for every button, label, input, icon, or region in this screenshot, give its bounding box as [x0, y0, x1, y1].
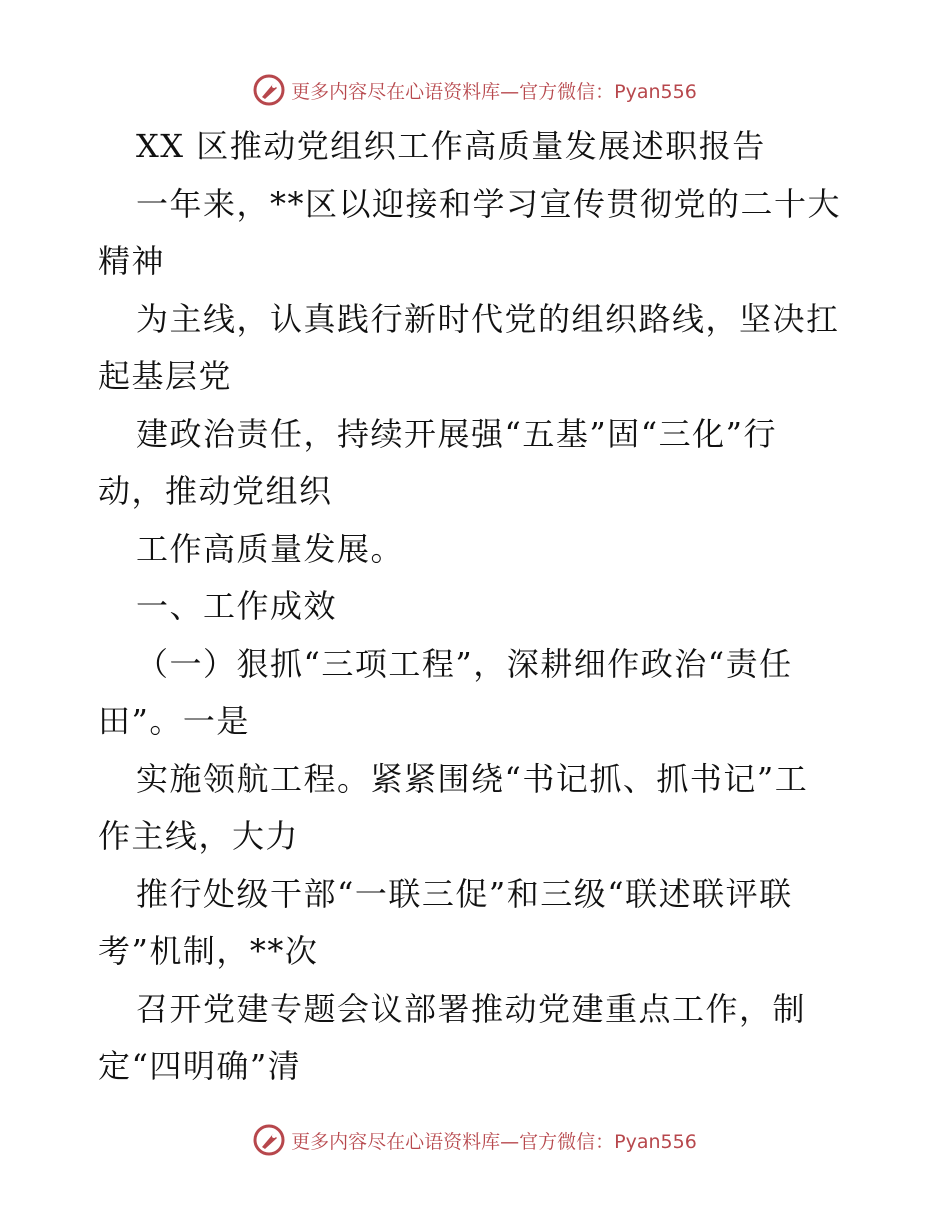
paragraph-line: 建政治责任，持续开展强“五基”固“三化”行 [136, 414, 777, 453]
paragraph-line: 起基层党 [98, 357, 233, 395]
paragraph-line: 作主线，大力 [98, 817, 300, 855]
pen-nib-logo-icon [253, 1124, 285, 1156]
paragraph-line: 为主线，认真践行新时代党的组织路线，坚决扛 [136, 299, 840, 338]
header-watermark-banner [0, 70, 950, 110]
paragraph-line: 考”机制，**次 [98, 932, 319, 970]
paragraph-line: 实施领航工程。紧紧围绕“书记抓、抓书记”工 [136, 759, 809, 798]
paragraph-line: 推行处级干部“一联三促”和三级“联述联评联 [136, 874, 793, 913]
paragraph-line: 动，推动党组织 [98, 472, 333, 510]
pen-nib-logo-icon [253, 74, 285, 106]
document-title: XX 区推动党组织工作高质量发展述职报告 [136, 127, 766, 165]
footer-watermark-text: 更多内容尽在心语资料库—官方微信：Pyan556 [291, 1130, 697, 1153]
subsection-heading: （一）狠抓“三项工程”，深耕细作政治“责任 [136, 644, 793, 683]
paragraph-line: 精神 [98, 242, 166, 280]
paragraph-line: 定“四明确”清 [98, 1047, 302, 1085]
footer-watermark-banner [0, 1120, 950, 1160]
header-watermark-text: 更多内容尽在心语资料库—官方微信：Pyan556 [291, 80, 697, 103]
paragraph-line: 召开党建专题会议部署推动党建重点工作，制 [136, 989, 807, 1028]
paragraph-line: 一年来，**区以迎接和学习宣传贯彻党的二十大 [136, 184, 842, 223]
paragraph-line: 田”。一是 [98, 702, 250, 740]
section-heading: 一、工作成效 [136, 587, 338, 625]
paragraph-line: 工作高质量发展。 [136, 529, 405, 568]
document-body [98, 118, 858, 1096]
